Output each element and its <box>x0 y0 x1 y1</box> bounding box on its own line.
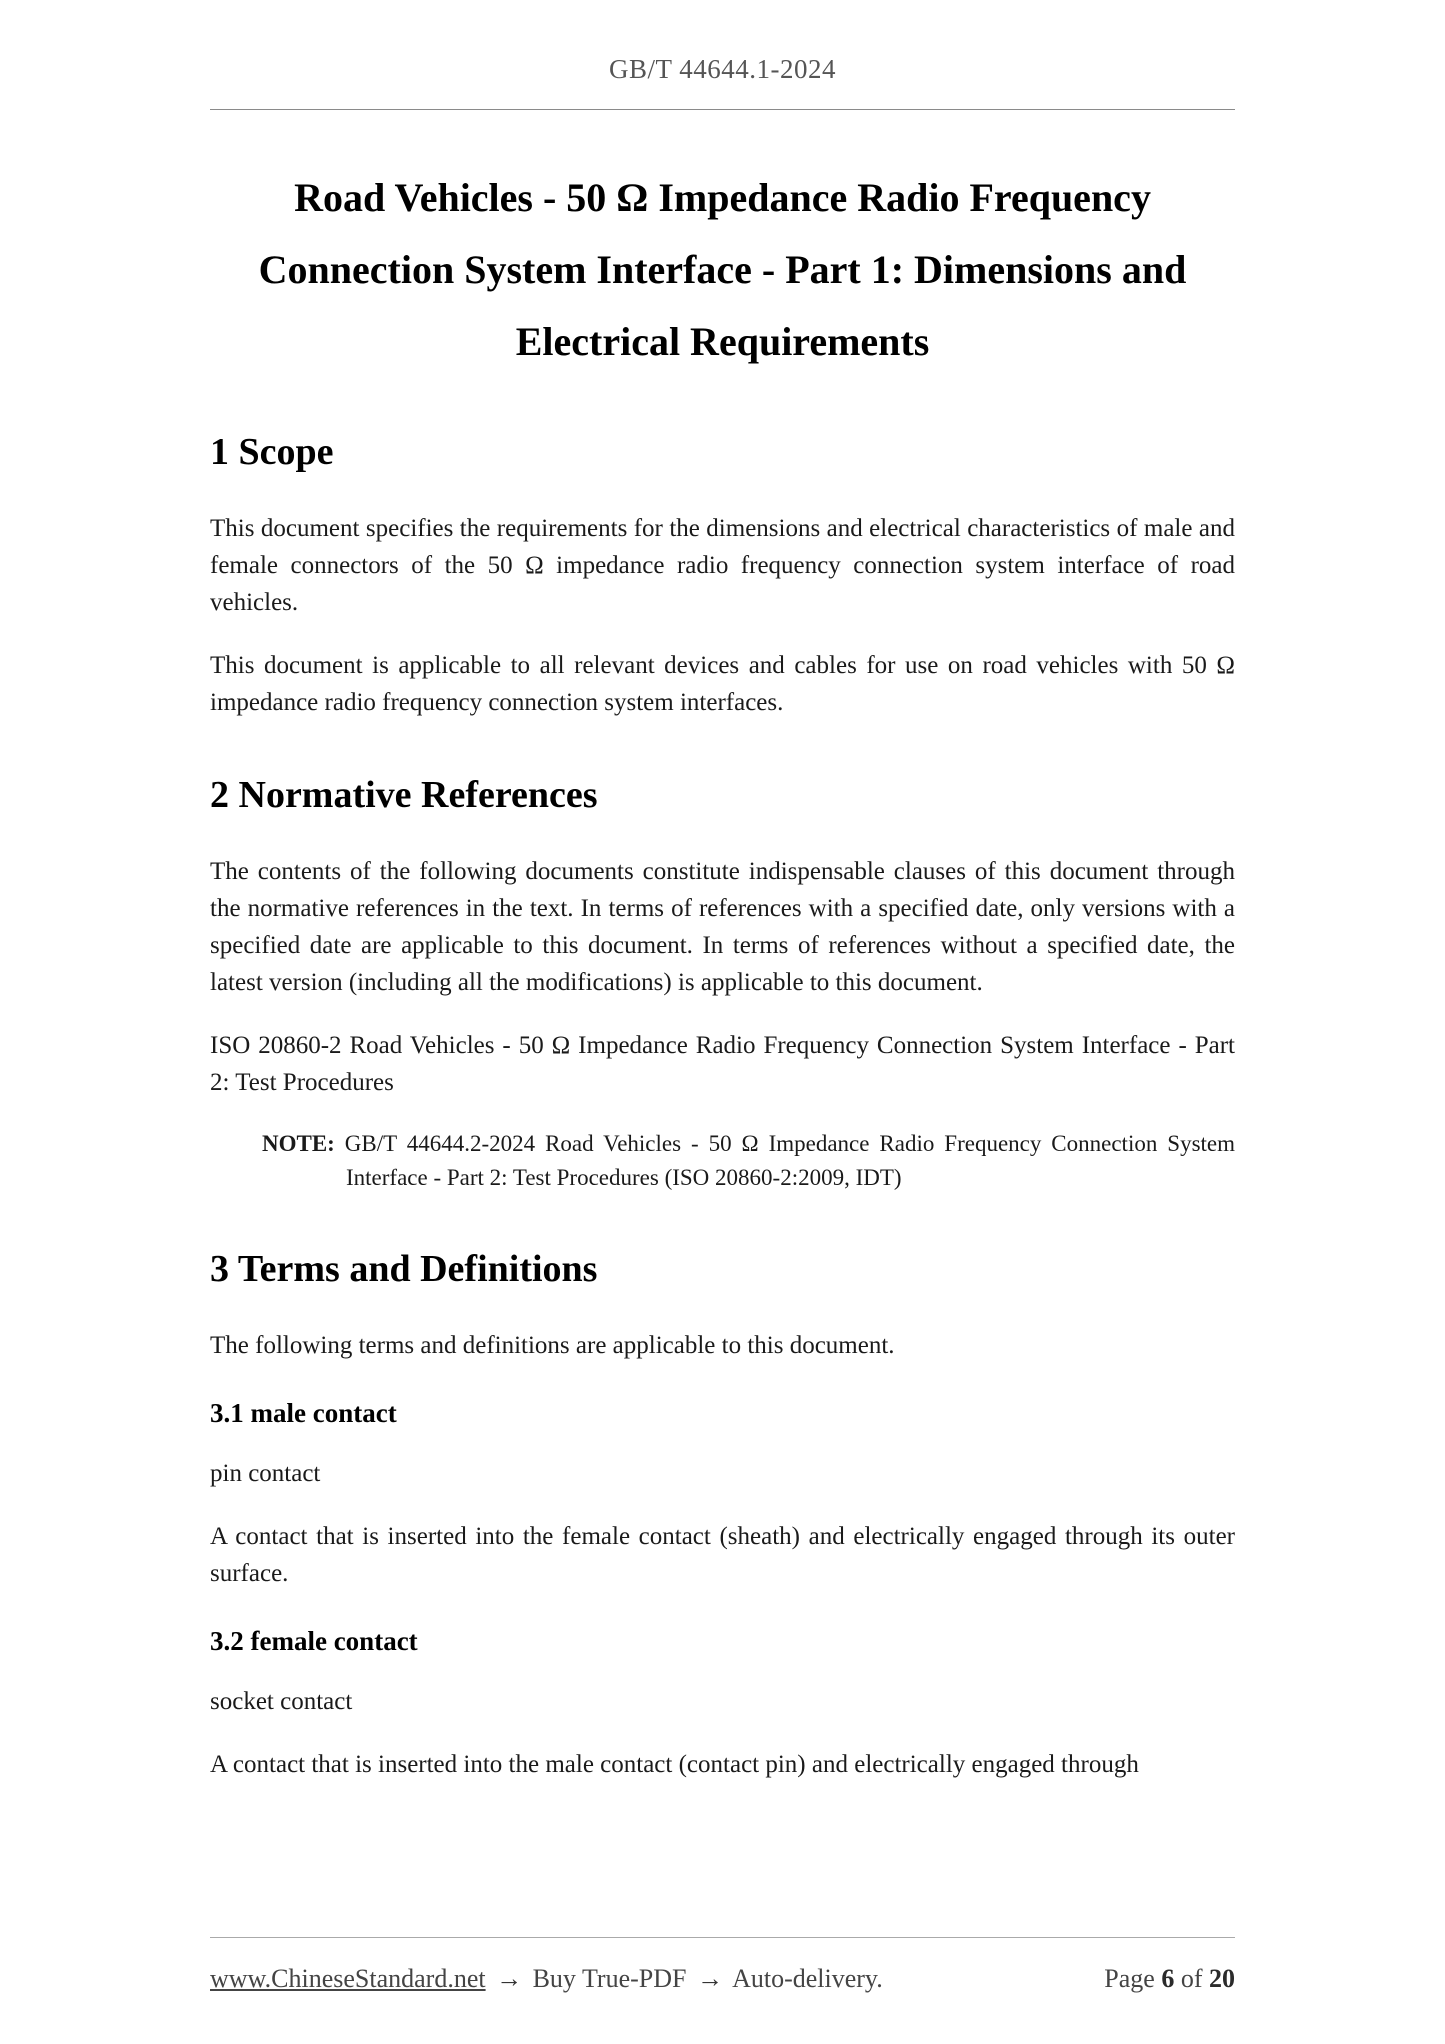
scope-paragraph: This document specifies the requirements for the dimensions and electrical characteristics of male and female connectors of the 50 Ω impedance radio frequency connection system interface of road vehicles. <box>210 515 1235 616</box>
title-line: Electrical Requirements <box>515 319 930 364</box>
normative-note <box>210 1127 1235 1195</box>
term-heading-female-contact: 3.2 female contact <box>210 1626 418 1656</box>
normative-intro-paragraph: The contents of the following documents constitute indispensable clauses of this document through the normative references in the text. In terms of references with a specified date, only versions with a specified date are applicable to this document. In terms of references without a specified date, the latest version (including all the modifications) is applicable to this document. <box>210 858 1235 996</box>
section-heading-scope: 1 Scope <box>210 431 334 473</box>
header-divider <box>210 109 1235 110</box>
header-doc-number: GB/T 44644.1-2024 <box>608 54 836 84</box>
buy-pdf-text: Buy True-PDF <box>532 1964 687 1993</box>
website-link[interactable]: www.ChineseStandard.net <box>210 1964 486 1993</box>
arrow-icon: → <box>496 1964 523 1993</box>
page-label: Page <box>1104 1964 1155 1993</box>
document-body <box>210 162 1235 1783</box>
page-footer <box>210 1937 1235 2044</box>
arrow-icon: → <box>697 1964 723 1993</box>
note-label: NOTE: <box>262 1131 335 1156</box>
auto-delivery-text: Auto-delivery. <box>732 1964 883 1993</box>
note-text: GB/T 44644.2-2024 Road Vehicles - 50 Ω Impedance Radio Frequency Connection System Interface - Part 2: Test Procedures (ISO 20860-2:2009, IDT) <box>344 1131 1236 1190</box>
term-definition: A contact that is inserted into the male contact (contact pin) and electrically engaged through <box>210 1751 1139 1778</box>
terms-intro-paragraph: The following terms and definitions are applicable to this document. <box>210 1332 895 1359</box>
title-line: Connection System Interface - Part 1: Dimensions and <box>258 247 1187 292</box>
title-line: Road Vehicles - 50 Ω Impedance Radio Frequency <box>294 175 1151 220</box>
page-total-number: 20 <box>1209 1964 1235 1993</box>
term-synonym: pin contact <box>210 1460 321 1487</box>
page-header <box>210 0 1235 110</box>
page-indicator <box>1104 1964 1235 1994</box>
section-heading-terms-definitions: 3 Terms and Definitions <box>210 1248 598 1290</box>
normative-reference: ISO 20860-2 Road Vehicles - 50 Ω Impedance Radio Frequency Connection System Interface - Part 2: Test Procedures <box>210 1032 1235 1096</box>
document-title <box>210 162 1235 378</box>
term-definition: A contact that is inserted into the female contact (sheath) and electrically engaged through its outer surface. <box>210 1523 1235 1587</box>
footer-divider <box>210 1937 1235 1938</box>
term-heading-male-contact: 3.1 male contact <box>210 1398 397 1428</box>
scope-paragraph: This document is applicable to all relevant devices and cables for use on road vehicles with 50 Ω impedance radio frequency connection system interfaces. <box>210 652 1235 716</box>
page-of-label: of <box>1180 1964 1203 1993</box>
footer-source-line <box>210 1964 883 1994</box>
term-synonym: socket contact <box>210 1688 353 1715</box>
section-heading-normative-references: 2 Normative References <box>210 774 598 816</box>
page-current-number: 6 <box>1161 1964 1175 1993</box>
